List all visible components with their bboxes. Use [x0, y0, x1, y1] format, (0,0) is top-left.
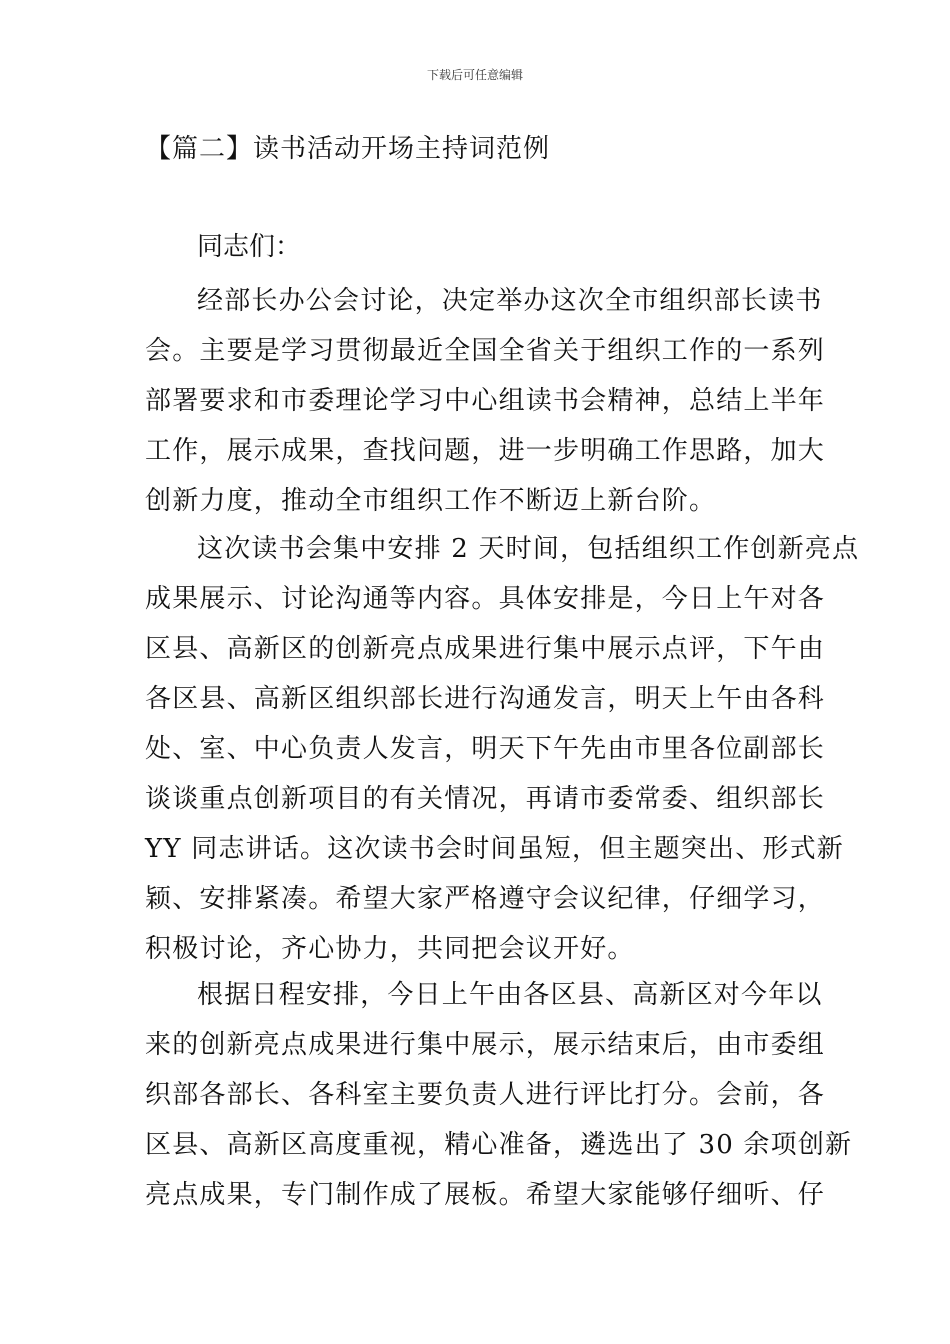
paragraph-line: 这次读书会集中安排 2 天时间，包括组织工作创新亮点: [197, 534, 860, 564]
paragraph-line: 根据日程安排，今日上午由各区县、高新区对今年以: [197, 980, 823, 1010]
paragraph-1: [145, 276, 826, 526]
paragraph-line: 区县、高新区的创新亮点成果进行集中展示点评，下午由: [145, 634, 826, 664]
paragraph-line: 织部各部长、各科室主要负责人进行评比打分。会前，各: [145, 1080, 826, 1110]
paragraph-line: 成果展示、讨论沟通等内容。具体安排是，今日上午对各: [145, 584, 826, 614]
page-header: 下载后可任意编辑: [426, 68, 523, 82]
paragraph-line: 经部长办公会讨论，决定举办这次全市组织部长读书: [197, 286, 823, 316]
paragraph-line: YY 同志讲话。这次读书会时间虽短，但主题突出、形式新: [145, 834, 844, 864]
salutation: 同志们：: [197, 232, 302, 262]
paragraph-line: 工作，展示成果，查找问题，进一步明确工作思路，加大: [145, 436, 826, 466]
paragraph-line: 区县、高新区高度重视，精心准备，遴选出了 30 余项创新: [145, 1130, 853, 1160]
paragraph-line: 创新力度，推动全市组织工作不断迈上新台阶。: [145, 486, 717, 516]
document-title: 【篇二】读书活动开场主持词范例: [145, 134, 551, 164]
paragraph-line: 颖、安排紧凑。希望大家严格遵守会议纪律，仔细学习，: [145, 884, 826, 914]
paragraph-line: 处、室、中心负责人发言，明天下午先由市里各位副部长: [145, 734, 826, 764]
paragraph-2: [145, 524, 860, 974]
paragraph-line: 积极讨论，齐心协力，共同把会议开好。: [145, 934, 635, 964]
paragraph-line: 来的创新亮点成果进行集中展示，展示结束后，由市委组: [145, 1030, 826, 1060]
paragraph-line: 亮点成果，专门制作成了展板。希望大家能够仔细听、仔: [145, 1180, 826, 1210]
paragraph-3: [145, 970, 853, 1220]
paragraph-line: 会。主要是学习贯彻最近全国全省关于组织工作的一系列: [145, 336, 826, 366]
paragraph-line: 部署要求和市委理论学习中心组读书会精神，总结上半年: [145, 386, 826, 416]
paragraph-line: 各区县、高新区组织部长进行沟通发言，明天上午由各科: [145, 684, 826, 714]
paragraph-line: 谈谈重点创新项目的有关情况，再请市委常委、组织部长: [145, 784, 826, 814]
